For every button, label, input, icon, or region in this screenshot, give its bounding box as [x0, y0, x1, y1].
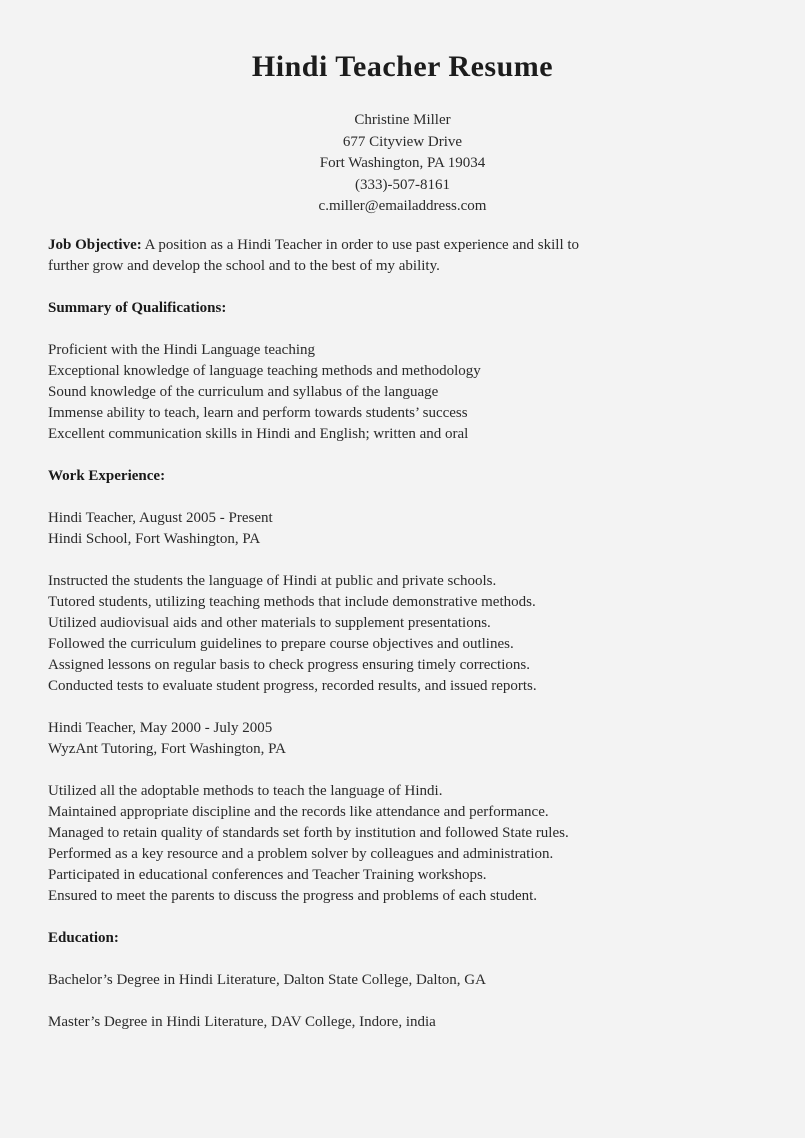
job-entry — [48, 508, 768, 697]
list-item: Tutored students, utilizing teaching methods that include demonstrative methods. — [48, 594, 536, 610]
list-item: Exceptional knowledge of language teaching methods and methodology — [48, 363, 481, 379]
job-entry — [48, 718, 768, 907]
job-title: Hindi Teacher, August 2005 - Present — [48, 510, 273, 526]
qualifications-list — [48, 340, 768, 445]
list-item: Sound knowledge of the curriculum and syllabus of the language — [48, 384, 439, 400]
resume-body — [48, 235, 768, 1033]
objective-label: Job Objective: — [48, 237, 142, 253]
contact-phone: (333)-507-8161 — [355, 176, 450, 193]
list-item: Ensured to meet the parents to discuss the progress and problems of each student. — [48, 888, 538, 904]
page-title: Hindi Teacher Resume — [251, 50, 554, 83]
list-item: Assigned lessons on regular basis to check progress ensuring timely corrections. — [48, 657, 530, 673]
list-item: Immense ability to teach, learn and perform towards students’ success — [48, 405, 468, 421]
job-employer: WyzAnt Tutoring, Fort Washington, PA — [48, 741, 286, 757]
objective-section — [48, 235, 768, 277]
list-item: Managed to retain quality of standards set forth by institution and followed State rules. — [48, 825, 569, 841]
list-item: Utilized audiovisual aids and other materials to supplement presentations. — [48, 615, 491, 631]
list-item: Participated in educational conferences and Teacher Training workshops. — [48, 867, 487, 883]
contact-email: c.miller@emailaddress.com — [318, 198, 487, 214]
objective-text-line-1: A position as a Hindi Teacher in order to use past experience and skill to — [141, 237, 580, 253]
work-experience-heading: Work Experience: — [48, 468, 166, 484]
list-item: Followed the curriculum guidelines to prepare course objectives and outlines. — [48, 636, 514, 652]
objective-text-line-2: further grow and develop the school and to the best of my ability. — [48, 258, 440, 274]
education-list — [48, 970, 768, 1033]
list-item: Master’s Degree in Hindi Literature, DAV College, Indore, india — [48, 1014, 436, 1030]
job-title: Hindi Teacher, May 2000 - July 2005 — [48, 720, 273, 736]
job-employer: Hindi School, Fort Washington, PA — [48, 531, 261, 547]
list-item: Instructed the students the language of Hindi at public and private schools. — [48, 573, 497, 589]
qualifications-heading: Summary of Qualifications: — [48, 300, 227, 316]
list-item: Proficient with the Hindi Language teaching — [48, 342, 316, 358]
contact-city: Fort Washington, PA 19034 — [319, 155, 486, 171]
contact-street: 677 Cityview Drive — [342, 133, 463, 150]
list-item: Maintained appropriate discipline and the records like attendance and performance. — [48, 804, 549, 820]
contact-block — [0, 110, 805, 218]
contact-name: Christine Miller — [354, 112, 451, 128]
education-heading: Education: — [48, 930, 119, 946]
list-item: Utilized all the adoptable methods to teach the language of Hindi. — [48, 783, 443, 799]
list-item: Performed as a key resource and a problem solver by colleagues and administration. — [48, 846, 554, 862]
list-item: Conducted tests to evaluate student progress, recorded results, and issued reports. — [48, 678, 537, 694]
list-item: Bachelor’s Degree in Hindi Literature, Dalton State College, Dalton, GA — [48, 972, 486, 988]
list-item: Excellent communication skills in Hindi and English; written and oral — [48, 426, 469, 442]
